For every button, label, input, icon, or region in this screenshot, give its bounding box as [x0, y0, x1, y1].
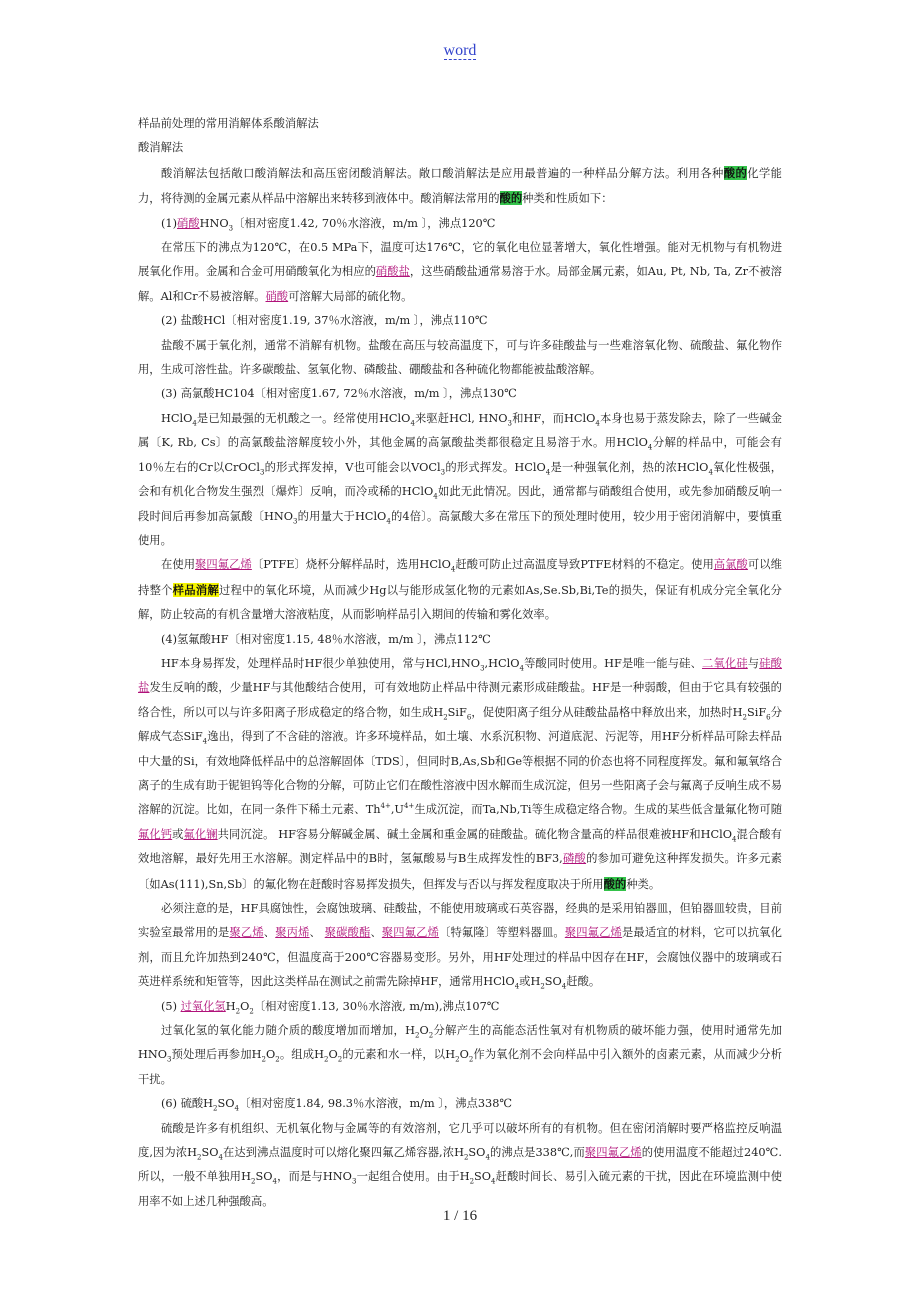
link-ptfe[interactable]: 聚四氟乙烯 — [564, 926, 622, 940]
hf-heading: (4)氢氟酸HF〔相对密度1.15, 48％水溶液，m/m 〕，沸点112℃ — [161, 632, 491, 646]
link-silicon-dioxide[interactable]: 二氧化硅 — [702, 656, 748, 670]
highlight-term: 酸的 — [723, 165, 748, 180]
link-perchloric-acid[interactable]: 高氯酸 — [713, 558, 748, 572]
page-number: 1 / 16 — [442, 1208, 478, 1224]
hf-paragraph-1: HF本身易挥发，处理样品时HF很少单独使用，常与$HCl,HNO_3,HClO_4$等酸同时使用。HF是唯一能与硅、二氧化硅与硅酸盐发生反响的酸，少量HF与其他酸结合使用，可有效地防止样品中待测元素形成硅酸盐。HF是一种弱酸，但由于它具有较强的络合性，所以可以与许多阳离子形成稳定的络合物，如生成$H_2SiF_6$，促使阳离子组分从硅酸盐晶格中释放出来，加热时$H_2SiF_6$分解成气态SiF$_4$逸出，得到了不含硅的溶液。许多环境样品，如土壤、水系沉积物、河道底泥、污泥等，用HF分析样品可除去样品中大量的Si，有效地降低样品中的总溶解固体〔TDS〕，但同时B,As,Sb和Ge等根据不同的价态也将不同程度挥发。氟和氟氧络合离子的生成有助于铌钽钨等化合物的分解，可防止它们在酸性溶液中因水解而生成沉淀，但另一些阳离子会与氟离子反响生成不易溶解的沉淀。比如，在同一条件下稀土元素、$Th^{4+},U^{4+}$生成沉淀，而Ta,Nb,Ti等生成稳定络合物。生成的某些低含量氟化物可随氟化钙或氟化镧共同沉淀。 HF容易分解碱金属、碱土金属和重金属的硅酸盐。硫化物含量高的样品很难被HF和HClO$_4$混合酸有效地溶解，最好先用王水溶解。测定样品中的B时，氢氟酸易与B生成挥发性的BF3,磷酸的参加可避免这种挥发损失。许多元素〔如As(111),Sn,Sb〕的氟化物在赶酸时容易挥发损失，但挥发与否以与挥发程度取决于所用酸的种类。 — [138, 656, 782, 891]
h2o2-paragraph: 过氧化氢的氧化能力随介质的酸度增加而增加，$H_2O_2$分解产生的高能态活性氧对有机物质的破坏能力强，使用时通常先加$HNO_3$预处理后再参加$H_2O_2$。组成$H_2O_2$的元素和水一样，以$H_2O_2$作为氧化剂不会向样品中引入额外的卤素元素，从而减少分析干扰。 — [138, 1024, 782, 1086]
hf-paragraph-2: 必须注意的是，HF具腐蚀性，会腐蚀玻璃、硅酸盐，不能使用玻璃或石英容器，经典的是采用铂器皿，但铂器皿较贵，目前实验室最常用的是聚乙烯、聚丙烯、 聚碳酸酯、聚四氟乙烯〔特氟隆〕等塑料器皿。聚四氟乙烯是最适宜的材料，它可以抗氧化剂，而且允许加热到240℃，但温度高于200℃容器易变形。另外，用HF处理过的样品中因存在HF，会腐蚀仪器中的玻璃或石英进样系统和矩管等，因此这类样品在测试之前需先除掉HF，通常用HClO$_4$或$H_2SO_4$赶酸。 — [138, 902, 782, 991]
link-nitric-acid[interactable]: 硝酸 — [177, 216, 200, 230]
link-phosphoric-acid[interactable]: 磷酸 — [562, 852, 587, 866]
link-ptfe[interactable]: 聚四氟乙烯 — [584, 1146, 642, 1160]
hno3-heading: (1)硝酸$HNO_3$〔相对密度1.42, 70％水溶液，m/m 〕，沸点120℃ — [161, 216, 496, 232]
highlight-term: 酸的 — [603, 876, 627, 891]
hclo4-paragraph-2: 在使用聚四氟乙烯〔PTFE〕烧杯分解样品时，选用HClO$_4$赶酸可防止过高温度导致PTFE材料的不稳定。使用高氯酸可以维持整个样品消解过程中的氧化环境，从而减少Hg以与能形成氢化物的元素如As,Se.Sb,Bi,Te的损失，保证有机成分完全氧化分解，防止较高的有机含量增大溶液粘度，从而影响样品引入期间的传输和雾化效率。 — [138, 558, 782, 622]
hclo4-heading: (3) 高氯酸HC104〔相对密度1.67, 72％水溶液，m/m 〕，沸点130℃ — [161, 387, 517, 401]
link-polyethylene[interactable]: 聚乙烯 — [229, 926, 264, 940]
word-link[interactable]: word — [443, 42, 477, 59]
link-silicate[interactable]: 硅酸盐 — [138, 656, 782, 695]
document-body — [138, 112, 782, 1214]
hclo4-paragraph-1: HClO$_4$是已知最强的无机酸之一。经常使用HClO$_4$来驱赶HCl, $HNO_3$和HF，而HClO$_4$本身也易于蒸发除去，除了一些碱金属〔K, Rb, Cs〕的高氯酸盐溶解度较小外，其他金属的高氯酸盐类都很稳定且易溶于水。用HClO$_4$分解的样品中，可能会有10％左右的Cr以CrOCl$_3$的形式挥发掉，V也可能会以VOCl$_3$的形式挥发。HClO$_4$是一种强氧化剂，热的浓HClO$_4$氧化性极强，会和有机化合物发生强烈〔爆炸〕反响，而冷或稀的HClO$_4$如此无此情况。因此，通常都与硝酸组合使用，或先参加硝酸反响一段时间后再参加高氯酸〔$HNO_3$的用量大于HClO$_4$的4倍〕。高氯酸大多在常压下的预处理时使用，较少用于密闭消解中，要慎重使用。 — [138, 411, 783, 547]
highlight-term: 样品消解 — [172, 582, 219, 597]
link-polycarbonate[interactable]: 聚碳酸酯 — [324, 926, 371, 940]
hcl-heading: (2) 盐酸HCl〔相对密度1.19, 37％水溶液，m/m 〕，沸点110℃ — [161, 314, 488, 328]
page-header — [0, 40, 920, 60]
link-lanthanum-fluoride[interactable]: 氟化镧 — [183, 827, 218, 841]
highlight-term: 酸的 — [499, 191, 523, 206]
link-nitrate[interactable]: 硝酸盐 — [375, 265, 410, 279]
h2so4-paragraph: 硫酸是许多有机组织、无机氧化物与金属等的有效溶剂，它几乎可以破坏所有的有机物。但在密闭消解时要严格监控反响温度,因为浓$H_2SO_4$在达到沸点温度时可以熔化聚四氟乙烯容器,浓$H_2SO_4$的沸点是338℃,而聚四氟乙烯的使用温度不能超过240℃.所以，一般不单独用$H_2SO_4$，而是与$HNO_3$一起组合使用。由于$H_2SO_4$赶酸时间长、易引入硫元素的干扰，因此在环境监测中使用率不如上述几种强酸高。 — [138, 1121, 782, 1208]
document-title: 样品前处理的常用消解体系酸消解法 — [138, 117, 319, 130]
link-hydrogen-peroxide[interactable]: 过氧化氢 — [180, 999, 226, 1013]
link-polypropylene[interactable]: 聚丙烯 — [275, 926, 310, 940]
h2o2-heading: (5) 过氧化氢$H_2O_2$〔相对密度1.13, 30％水溶液, m/m),沸点107℃ — [161, 999, 500, 1015]
h2so4-heading: (6) 硫酸$H_2SO_4$〔相对密度1.84, 98.3％水溶液，m/m 〕，沸点338℃ — [161, 1097, 513, 1113]
link-ptfe[interactable]: 聚四氟乙烯 — [381, 926, 440, 940]
link-calcium-fluoride[interactable]: 氟化钙 — [138, 827, 173, 841]
link-ptfe[interactable]: 聚四氟乙烯 — [195, 558, 252, 572]
intro-paragraph: 酸消解法包括敞口酸消解法和高压密闭酸消解法。敞口酸消解法是应用最普遍的一种样品分解方法。利用各种酸的化学能力，将待测的金属元素从样品中溶解出来转移到液体中。酸消解法常用的酸的种类和性质如下： — [138, 165, 782, 206]
hno3-paragraph: 在常压下的沸点为120℃，在0.5 MPa下，温度可达176℃，它的氧化电位显著增大，氧化性增强。能对无机物与有机物进展氧化作用。金属和合金可用硝酸氧化为相应的硝酸盐，这些硝酸盐通常易溶于水。局部金属元素，如Au, Pt, Nb, Ta, Zr不被溶解。Al和Cr不易被溶解。硝酸可溶解大局部的硫化物。 — [138, 241, 782, 303]
section-heading: 酸消解法 — [138, 141, 184, 155]
hcl-paragraph: 盐酸不属于氧化剂，通常不消解有机物。盐酸在高压与较高温度下，可与许多硅酸盐与一些难溶氧化物、硫酸盐、氟化物作用，生成可溶性盐。许多碳酸盐、氢氧化物、磷酸盐、硼酸盐和各种硫化物都能被盐酸溶解。 — [138, 338, 782, 377]
link-nitric-acid[interactable]: 硝酸 — [265, 289, 289, 303]
